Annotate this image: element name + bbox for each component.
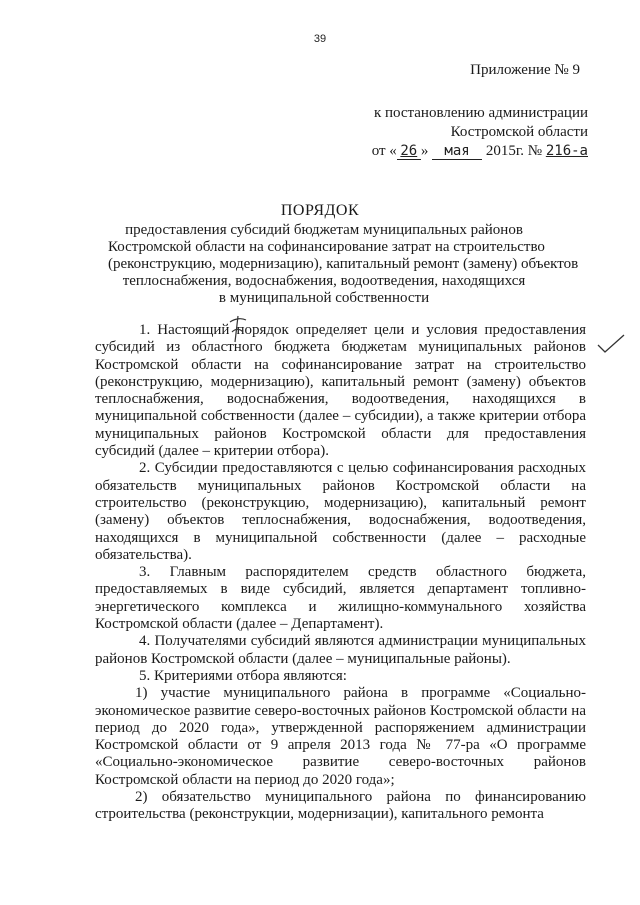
subtitle-line: предоставления субсидий бюджетам муниципальных районов xyxy=(125,222,523,238)
handwritten-mark-icon xyxy=(226,314,250,344)
subtitle-line: теплоснабжения, водоснабжения, водоотведения, находящихся xyxy=(122,273,526,289)
resolution-line-2: Костромской области xyxy=(450,124,588,140)
date-day: 26 xyxy=(397,144,421,160)
paragraph-3: 3. Главным распорядителем средств областного бюджета, предоставляемых в виде субсидий, является департамент топливно-энергетического комплекса и жилищно-коммунального хозяйства Костромской области (далее – Департамент). xyxy=(95,564,586,633)
date-mid: » xyxy=(420,143,429,159)
paragraph-5: 5. Критериями отбора являются: xyxy=(139,667,347,684)
subtitle-line: Костромской области на софинансирование затрат на строительство xyxy=(108,239,545,255)
checkmark-icon xyxy=(596,333,626,355)
date-year: 2015г. № xyxy=(485,143,543,159)
paragraph-4: 4. Получателями субсидий являются администрации муниципальных районов Костромской области (далее – муниципальные районы). xyxy=(95,633,586,667)
document-subtitle xyxy=(108,222,579,307)
page-number: 39 xyxy=(313,33,327,45)
document-number: 216-а xyxy=(545,143,588,159)
resolution-line-1: к постановлению администрации xyxy=(373,105,588,121)
subtitle-line: (реконструкцию, модернизацию), капитальный ремонт (замену) объектов xyxy=(108,256,579,272)
document-body xyxy=(95,322,586,824)
criterion-1: 1) участие муниципального района в программе «Социально-экономическое развитие северо-восточных районов Костромской области на период до 2020 года», утвержденной распоряжением администрации Костромской области от 9 апреля 2013 года № 77-ра «О программе «Социально-экономическое развитие северо-восточных районов Костромской области на период до 2020 года»; xyxy=(95,685,586,788)
resolution-reference xyxy=(372,104,588,161)
document-title: ПОРЯДОК xyxy=(280,202,360,219)
subtitle-line: в муниципальной собственности xyxy=(218,290,430,306)
criterion-2: 2) обязательство муниципального района по финансированию строительства (реконструкции, модернизации), капитального ремонта xyxy=(95,789,586,823)
paragraph-1: 1. Настоящий порядок определяет цели и условия предоставления субсидий из областного бюджета бюджетам муниципальных районов Костромской области на софинансирование затрат на строительство (реконструкцию, модернизацию), капитальный ремонт (замену) объектов теплоснабжения, водоснабжения, водоотведения, находящихся в муниципальной собственности (далее – субсидии), а также критерии отбора муниципальных районов Костромской области для предоставления субсидий (далее – критерии отбора). xyxy=(95,322,586,460)
appendix-label: Приложение № 9 xyxy=(470,62,580,78)
paragraph-2: 2. Субсидии предоставляются с целью софинансирования расходных обязательств муниципальных районов Костромской области на строительство (реконструкцию, модернизацию), капитальный ремонт (замену) объектов теплоснабжения, водоснабжения, водоотведения, находящихся в муниципальной собственности (далее – расходные обязательства). xyxy=(95,460,586,563)
date-prefix: от « xyxy=(371,143,397,159)
resolution-date-line xyxy=(372,142,588,161)
date-month: мая xyxy=(432,144,482,160)
